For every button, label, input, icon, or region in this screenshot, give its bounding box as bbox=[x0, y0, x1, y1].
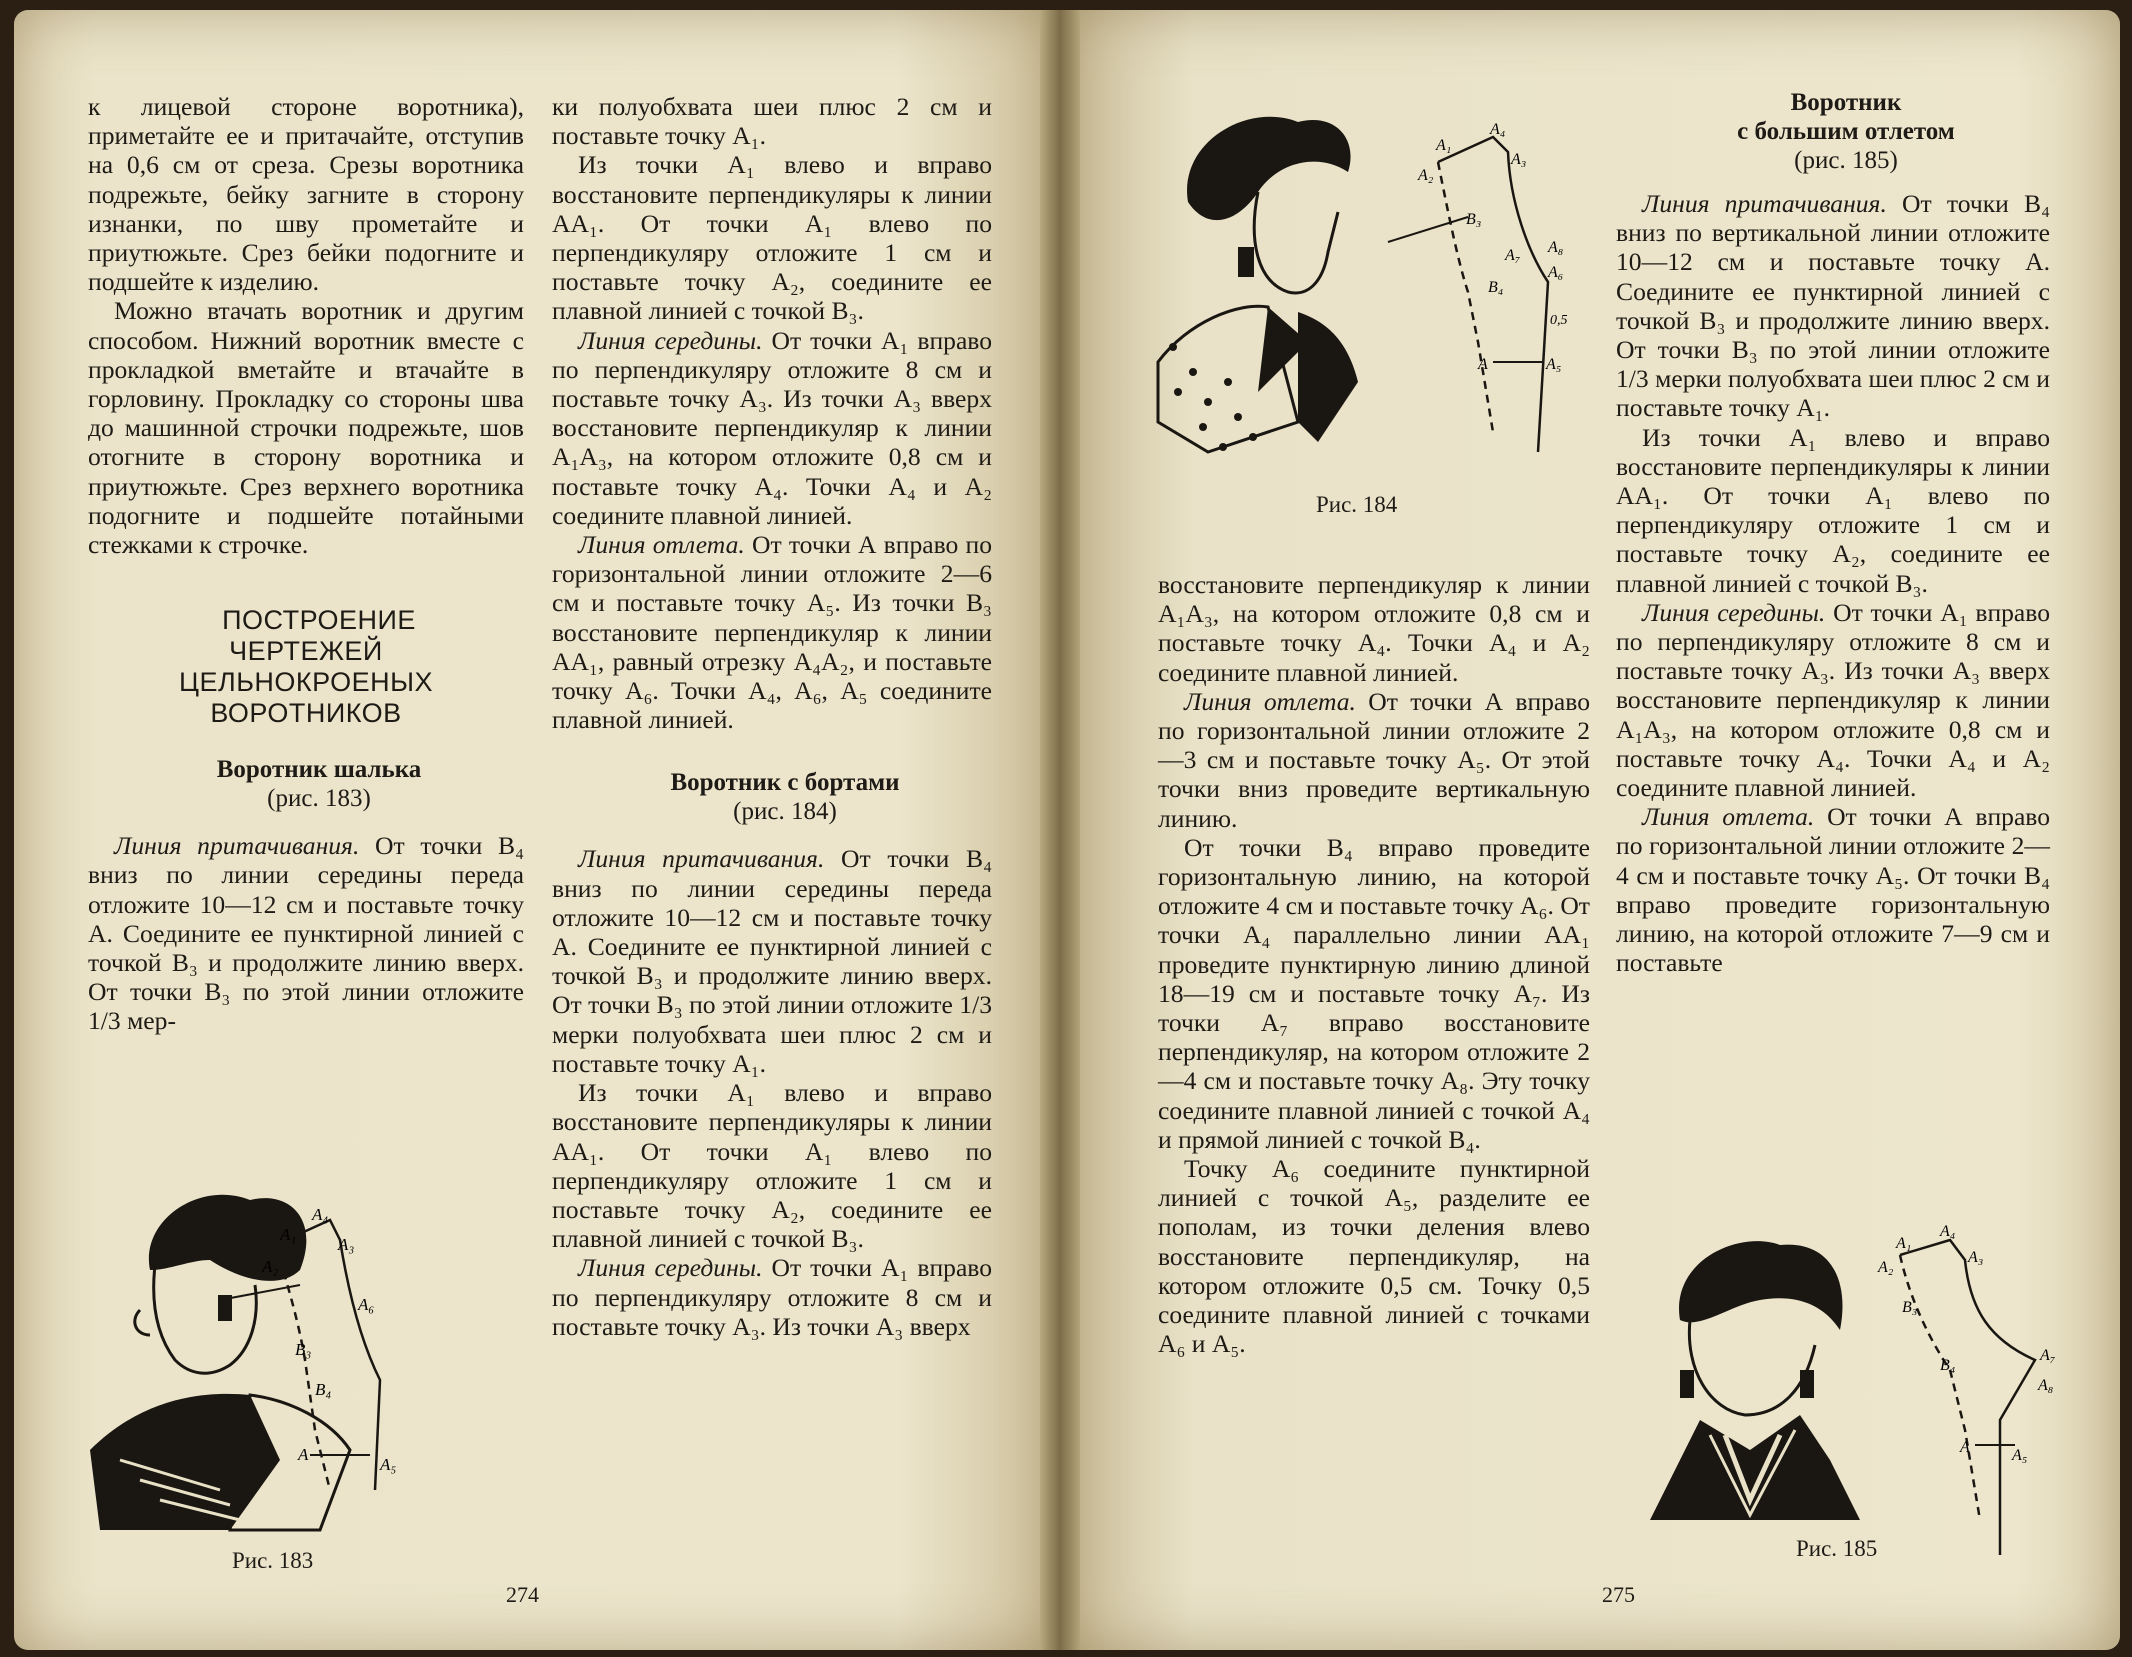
figure-label: A bbox=[298, 1445, 309, 1464]
right-column-1 bbox=[1158, 570, 1590, 1358]
paragraph: ки полуобхвата шеи плюс 2 см и поставьте точку А₁. bbox=[552, 92, 992, 151]
figure-label: A₆ bbox=[358, 1295, 375, 1314]
figure-label: A₅ bbox=[1546, 356, 1562, 373]
paragraph bbox=[1616, 189, 2050, 423]
figure-label: A₂ bbox=[1418, 167, 1434, 184]
section-heading: ПОСТРОЕНИЕ ЧЕРТЕЖЕЙ ЦЕЛЬНОКРОЕНЫХ ВОРОТНИКОВ bbox=[179, 605, 433, 729]
paragraph bbox=[552, 326, 992, 530]
page-number: 275 bbox=[1602, 1582, 1635, 1607]
figure-label: A₃ bbox=[1511, 151, 1527, 168]
figure-caption: Рис. 185 bbox=[1796, 1536, 1878, 1561]
term-lead: Линия середины. bbox=[578, 325, 763, 355]
figure-label: A₅ bbox=[2012, 1447, 2028, 1464]
figure-reference: (рис. 184) bbox=[733, 798, 837, 826]
term-lead: Линия отлета. bbox=[1642, 802, 1815, 832]
left-column-1 bbox=[88, 92, 524, 1036]
paragraph: к лицевой стороне воротника), приметайте ее и притачайте, отступив на 0,6 см от среза. Срезы воротника подрежьте, бейку загните в сторону изнанки, по шву прометайте и приутюжьте. Срез бейки подогните и подшейте к изделию. bbox=[88, 92, 524, 297]
figure-label: A₃ bbox=[338, 1235, 355, 1254]
figure-label: A₆ bbox=[1548, 264, 1564, 281]
paragraph bbox=[552, 1253, 992, 1341]
paragraph: Из точки А₁ влево и вправо восстановите перпендикуляры к линии АА₁. От точки А₁ влево по перпендикуляру отложите 1 см и поставьте точку А₂, соедините ее плавной линией с точкой В₃. bbox=[1616, 422, 2050, 598]
figure-label: B₄ bbox=[1488, 279, 1504, 296]
subsection-title: Воротник шалька bbox=[216, 756, 422, 784]
figure-184 bbox=[1148, 92, 1588, 472]
paragraph bbox=[1616, 598, 2050, 802]
figure-label: B₃ bbox=[295, 1340, 312, 1359]
paragraph-text: От точки А вправо по горизонтальной линии отложите 2—4 см и поставьте точку А₅. От точки В₄ вправо проведите горизонтальную линию, на которой отложите 7—9 см и поставьте bbox=[1616, 802, 2051, 978]
term-lead: Линия середины. bbox=[1642, 597, 1826, 627]
paragraph-text: От точки А₁ вправо по перпендикуляру отложите 8 см и поставьте точку А₃. Из точки А₃ вверх восстановите перпендикуляр к линии А₁А₃, на котором отложите 0,8 см и поставьте точку А₄. Точки А₄ и А₂ соедините плавной линией. bbox=[552, 325, 993, 530]
paragraph: Из точки А₁ влево и вправо восстановите перпендикуляры к линии АА₁. От точки А₁ влево по перпендикуляру отложите 1 см и поставьте точку А₂, соедините ее плавной линией с точкой В₃. bbox=[552, 1078, 992, 1254]
paragraph-text: От точки А₁ вправо по перпендикуляру отложите 8 см и поставьте точку А₃. Из точки А₃ вверх восстановите перпендикуляр к линии А₁А₃, на котором отложите 0,8 см и поставьте точку А₄. Точки А₄ и А₂ соедините плавной линией. bbox=[1616, 597, 2051, 803]
figure-label: A₄ bbox=[312, 1205, 329, 1224]
term-lead: Линия отлета. bbox=[578, 530, 745, 560]
figure-reference: (рис. 183) bbox=[267, 785, 371, 813]
figure-reference: (рис. 185) bbox=[1794, 147, 1898, 174]
figure-185 bbox=[1640, 1220, 2080, 1560]
figure-label: A₁ bbox=[1436, 137, 1452, 154]
paragraph: восстановите перпендикуляр к линии А₁А₃, на котором отложите 0,8 см и поставьте точку А₄. Точки А₄ и А₂ соедините плавной линией. bbox=[1158, 570, 1590, 687]
page-number: 274 bbox=[506, 1582, 539, 1607]
figure-label: A₁ bbox=[280, 1225, 297, 1244]
figure-label: A₄ bbox=[1490, 121, 1506, 138]
right-column-2 bbox=[1616, 88, 2050, 977]
figure-label: A₃ bbox=[1968, 1249, 1984, 1266]
paragraph-text: От точки А вправо по горизонтальной линии отложите 2—3 см и поставьте точку А₅. От этой точки вниз проведите вертикальную линию. bbox=[1158, 686, 1590, 833]
figure-label: A₁ bbox=[1896, 1235, 1912, 1252]
figure-label: B₄ bbox=[1940, 1357, 1956, 1374]
figure-label: A₇ bbox=[2040, 1347, 2056, 1364]
figure-label: A bbox=[1478, 356, 1488, 373]
figure-label: A₂ bbox=[1878, 1259, 1894, 1276]
term-lead: Линия середины. bbox=[578, 1253, 763, 1283]
paragraph: Можно втачать воротник и другим способом. Нижний воротник вместе с прокладкой вметайте и втачайте в горловину. Прокладку со стороны шва до машинной строчки подрежьте, шов отогните в сторону воротника и приутюжьте. Срез верхнего воротника подогните и подшейте потайными стежками к строчке. bbox=[88, 296, 524, 560]
subsection-title: с большим отлетом bbox=[1737, 118, 1955, 145]
term-lead: Линия притачивания. bbox=[114, 831, 360, 861]
figure-label: B₄ bbox=[315, 1380, 332, 1399]
paragraph-text: От точки В₄ вниз по линии середины переда отложите 10—12 см и поставьте точку А. Соедините ее пунктирной линией с точкой В₃ и продолжите линию вверх. От точки В₃ по этой линии отложите 1/3 мерки полуобхвата шеи плюс 2 см и поставьте точку А₁. bbox=[552, 844, 992, 1078]
figure-label: A₂ bbox=[262, 1257, 279, 1276]
figure-label: 0,5 bbox=[1550, 313, 1568, 328]
left-column-2 bbox=[552, 92, 992, 1341]
paragraph: Точку А₆ соедините пунктирной линией с точкой А₅, разделите ее пополам, из точки деления влево восстановите перпендикуляр, на котором отложите 0,5 см. Точку 0,5 соедините плавной линией с точками А₆ и А₅. bbox=[1158, 1154, 1590, 1359]
figure-label: A₄ bbox=[1940, 1223, 1956, 1240]
figure-label: B₃ bbox=[1902, 1299, 1918, 1316]
paragraph-text: От точки В₄ вниз по вертикальной линии отложите 10—12 см и поставьте точку А. Соедините ее пунктирной линией с точкой В₃ и продолжите линию вверх. От точки В₃ по этой линии отложите 1/3 мерки полуобхвата шеи плюс 2 см и поставьте точку А₁. bbox=[1616, 189, 2050, 423]
term-lead: Линия притачивания. bbox=[1642, 189, 1887, 218]
subsection-title: Воротник bbox=[1790, 89, 1902, 116]
paragraph-text: От точки А₁ вправо по перпендикуляру отложите 8 см и поставьте точку А₃. Из точки А₃ вверх bbox=[552, 1253, 993, 1341]
paragraph bbox=[552, 530, 992, 734]
paragraph: От точки В₄ вправо проведите горизонтальную линию, на которой отложите 4 см и поставьте точку А₆. От точки А₄ параллельно линии АА₁ проведите пунктирную линию длиной 18—19 см и поставьте точку А₇. Из точки А₇ вправо восстановите перпендикуляр, на котором отложите 2—4 см и поставьте точку А₈. Эту точку соедините плавной линией с точкой А₄ и прямой линией с точкой В₄. bbox=[1158, 832, 1590, 1154]
figure-label: A₈ bbox=[2038, 1377, 2054, 1394]
paragraph-text: От точки А вправо по горизонтальной линии отложите 2—6 см и поставьте точку А₅. Из точки В₃ восстановите перпендикуляр к линии АА₁, равный отрезку А₄А₂, и поставьте точку А₆. Точки А₄, А₆, А₅ соедините плавной линией. bbox=[552, 530, 992, 735]
figure-183 bbox=[80, 1160, 520, 1540]
book-spine bbox=[1040, 10, 1080, 1650]
figure-label: A₈ bbox=[1548, 239, 1564, 256]
paragraph bbox=[1158, 687, 1590, 833]
figure-caption: Рис. 184 bbox=[1316, 492, 1398, 517]
term-lead: Линия притачивания. bbox=[578, 844, 825, 874]
figure-label: A₅ bbox=[380, 1455, 397, 1474]
term-lead: Линия отлета. bbox=[1184, 686, 1356, 716]
paragraph: Из точки А₁ влево и вправо восстановите перпендикуляры к линии АА₁. От точки А₁ влево по перпендикуляру отложите 1 см и поставьте точку А₂, соедините ее плавной линией с точкой В₃. bbox=[552, 150, 992, 326]
figure-caption: Рис. 183 bbox=[232, 1548, 314, 1573]
paragraph bbox=[1616, 802, 2050, 977]
paragraph bbox=[552, 844, 992, 1078]
subsection-title: Воротник с бортами bbox=[670, 769, 900, 797]
figure-label: A bbox=[1960, 1439, 1970, 1456]
paragraph bbox=[88, 831, 524, 1035]
paragraph-text: От точки В₄ вниз по линии середины переда отложите 10—12 см и поставьте точку А. Соедините ее пунктирной линией с точкой В₃ и продолжите линию вверх. От точки В₃ по этой линии отложите 1/3 мер- bbox=[88, 831, 524, 1036]
figure-label: B₃ bbox=[1466, 211, 1482, 228]
figure-label: A₇ bbox=[1505, 247, 1521, 264]
